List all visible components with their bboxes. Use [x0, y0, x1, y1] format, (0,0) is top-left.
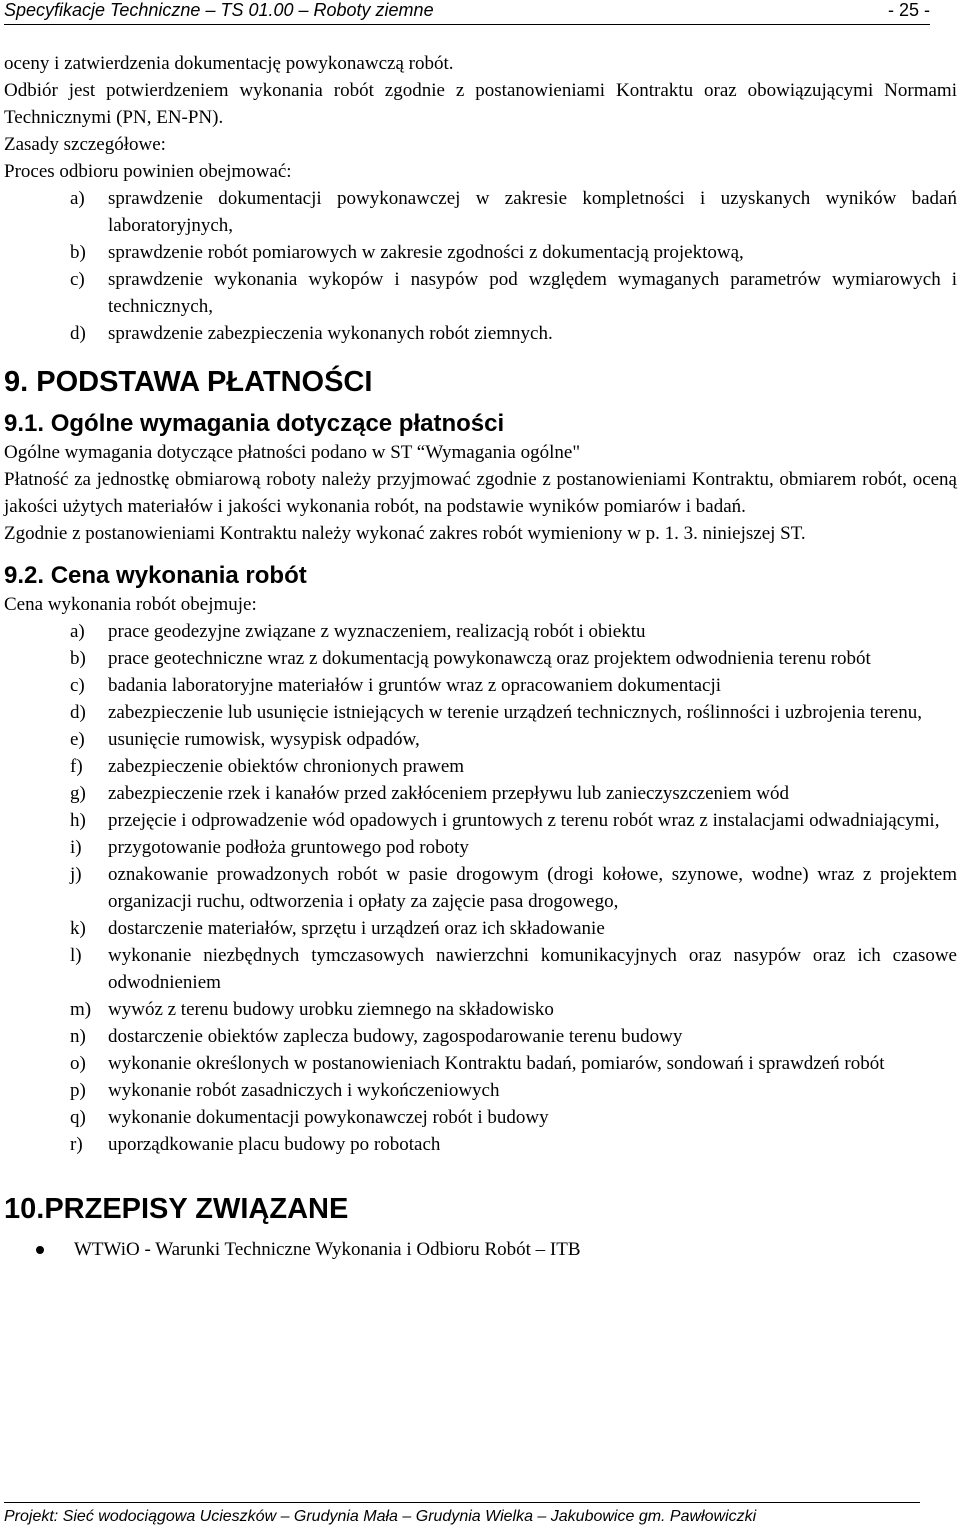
list-item — [4, 618, 957, 645]
list-item-label: d) — [70, 323, 86, 344]
details-heading: Zasady szczegółowe: — [4, 134, 166, 155]
list-item-label: o) — [70, 1053, 86, 1074]
list-item — [4, 861, 957, 915]
list-item — [4, 834, 957, 861]
list-item-label: g) — [70, 783, 86, 804]
list-item-text: wykonanie dokumentacji powykonawczej robót i budowy — [108, 1107, 549, 1128]
acceptance-paragraph: Odbiór jest potwierdzeniem wykonania robót zgodnie z postanowieniami Kontraktu oraz obowiązującymi Normami Technicznymi (PN, EN-PN). — [4, 80, 957, 128]
page-footer: Projekt: Sieć wodociągowa Ucieszków – Grudynia Mała – Grudynia Wielka – Jakubowice gm. Pawłowiczki — [4, 1502, 920, 1527]
list-item-text: sprawdzenie wykonania wykopów i nasypów pod względem wymaganych parametrów wymiarowych i technicznych, — [108, 269, 957, 317]
list-item-label: b) — [70, 648, 86, 669]
list-item — [4, 1023, 957, 1050]
list-item — [4, 1131, 957, 1158]
list-item-label: b) — [70, 242, 86, 263]
list-item-label: f) — [70, 756, 83, 777]
price-components-list — [4, 618, 957, 1158]
list-item-text: wykonanie robót zasadniczych i wykończeniowych — [108, 1080, 500, 1101]
list-item — [4, 996, 957, 1023]
list-item-text: uporządkowanie placu budowy po robotach — [108, 1134, 441, 1155]
process-lead: Proces odbioru powinien obejmować: — [4, 161, 292, 182]
list-item — [4, 1077, 957, 1104]
list-item — [4, 672, 957, 699]
list-item-label: l) — [70, 945, 82, 966]
intro-line: oceny i zatwierdzenia dokumentację powykonawczą robót. — [4, 53, 454, 74]
list-item — [4, 1050, 957, 1077]
list-item — [4, 780, 957, 807]
header-title: Specyfikacje Techniczne – TS 01.00 – Roboty ziemne — [4, 0, 434, 20]
list-item-text: prace geotechniczne wraz z dokumentacją powykonawczą oraz projektem odwodnienia terenu robót — [108, 648, 871, 669]
page-number: - 25 - — [887, 0, 930, 20]
list-item-text: sprawdzenie robót pomiarowych w zakresie zgodności z dokumentacją projektową, — [108, 242, 744, 263]
list-item — [4, 942, 957, 996]
list-item-label: k) — [70, 918, 86, 939]
list-item — [4, 320, 957, 347]
list-item-label: d) — [70, 702, 86, 723]
list-item — [4, 239, 957, 266]
list-item-text: dostarczenie materiałów, sprzętu i urządzeń oraz ich składowanie — [108, 918, 605, 939]
list-item-text: oznakowanie prowadzonych robót w pasie drogowym (drogi kołowe, szynowe, wodne) wraz z projektem organizacji ruchu, odtworzenia i opłaty za zajęcie pasa drogowego, — [108, 864, 957, 912]
list-item — [4, 915, 957, 942]
list-item-label: c) — [70, 269, 85, 290]
list-item-label: r) — [70, 1134, 83, 1155]
contract-scope-paragraph: Zgodnie z postanowieniami Kontraktu należy wykonać zakres robót wymieniony w p. 1. 3. niniejszej ST. — [4, 523, 806, 544]
list-item-text: wykonanie niezbędnych tymczasowych nawierzchni komunikacyjnych oraz nasypów oraz ich czasowe odwodnieniem — [108, 945, 957, 993]
page-header — [4, 0, 930, 25]
list-item-text: zabezpieczenie rzek i kanałów przed zakłóceniem przepływu lub zanieczyszczeniem wód — [108, 783, 789, 804]
list-item-label: h) — [70, 810, 86, 831]
bullet-icon — [36, 1246, 44, 1254]
list-item-text: usunięcie rumowisk, wysypisk odpadów, — [108, 729, 420, 750]
payment-unit-paragraph: Płatność za jednostkę obmiarową roboty należy przyjmować zgodnie z postanowieniami Kontraktu, obmiarem robót, oceną jakości użytych materiałów i jakości wykonania robót, na podstawie wyników pomiarów i badań. — [4, 469, 957, 517]
page-body — [4, 50, 957, 1263]
list-item — [4, 807, 957, 834]
list-item-text: przygotowanie podłoża gruntowego pod roboty — [108, 837, 469, 858]
list-item-label: e) — [70, 729, 85, 750]
list-item-text: zabezpieczenie lub usunięcie istniejących w terenie urządzeń technicznych, roślinności i uzbrojenia terenu, — [108, 702, 922, 723]
list-item-label: j) — [70, 864, 82, 885]
subsection-heading-9-2: 9.2. Cena wykonania robót — [4, 562, 307, 589]
list-item — [4, 699, 957, 726]
list-item-text: wywóz z terenu budowy urobku ziemnego na składowisko — [108, 999, 554, 1020]
payment-requirements-paragraph: Ogólne wymagania dotyczące płatności podano w ST “Wymagania ogólne" — [4, 442, 581, 463]
list-item-text: badania laboratoryjne materiałów i gruntów wraz z opracowaniem dokumentacji — [108, 675, 722, 696]
list-item — [4, 1104, 957, 1131]
list-item — [4, 753, 957, 780]
list-item-text: dostarczenie obiektów zaplecza budowy, zagospodarowanie terenu budowy — [108, 1026, 683, 1047]
price-lead: Cena wykonania robót obejmuje: — [4, 594, 257, 615]
subsection-heading-9-1: 9.1. Ogólne wymagania dotyczące płatności — [4, 410, 505, 437]
list-item-text: WTWiO - Warunki Techniczne Wykonania i Odbioru Robót – ITB — [74, 1239, 581, 1260]
list-item-text: przejęcie i odprowadzenie wód opadowych i gruntowych z terenu robót wraz z instalacjami odwadniającymi, — [108, 810, 940, 831]
acceptance-checklist — [4, 185, 957, 347]
list-item-text: zabezpieczenie obiektów chronionych prawem — [108, 756, 465, 777]
list-item-label: a) — [70, 188, 85, 209]
section-heading-9: 9. PODSTAWA PŁATNOŚCI — [4, 366, 373, 398]
list-item-label: p) — [70, 1080, 86, 1101]
list-item-label: q) — [70, 1107, 86, 1128]
list-item — [4, 645, 957, 672]
list-item-label: c) — [70, 675, 85, 696]
list-item-label: n) — [70, 1026, 86, 1047]
list-item — [4, 726, 957, 753]
list-item — [4, 266, 957, 320]
list-item-label: m) — [70, 999, 92, 1020]
list-item-text: sprawdzenie zabezpieczenia wykonanych robót ziemnych. — [108, 323, 553, 344]
list-item — [4, 1236, 957, 1263]
section-heading-10: 10.PRZEPISY ZWIĄZANE — [4, 1193, 349, 1225]
list-item — [4, 185, 957, 239]
list-item-label: a) — [70, 621, 85, 642]
list-item-text: wykonanie określonych w postanowieniach Kontraktu badań, pomiarów, sondowań i sprawdzeń robót — [108, 1053, 885, 1074]
list-item-text: prace geodezyjne związane z wyznaczeniem, realizacją robót i obiektu — [108, 621, 646, 642]
list-item-text: sprawdzenie dokumentacji powykonawczej w zakresie kompletności i uzyskanych wyników badań laboratoryjnych, — [108, 188, 957, 236]
list-item-label: i) — [70, 837, 82, 858]
related-regulations-list — [4, 1236, 957, 1263]
